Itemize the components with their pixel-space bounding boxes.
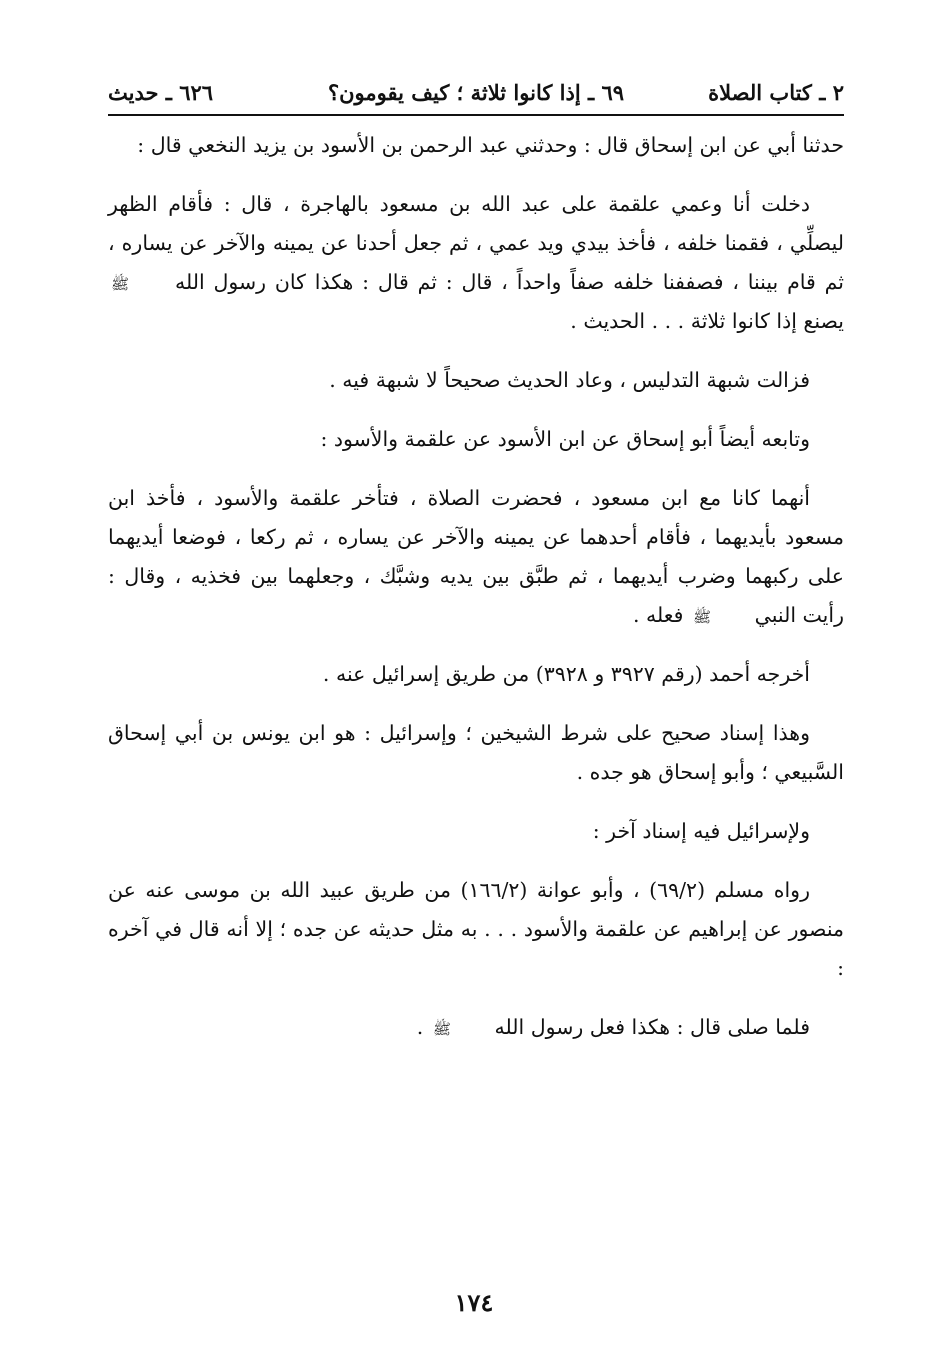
header-rule — [108, 114, 844, 116]
header-book-title: ٢ ـ كتاب الصلاة — [708, 80, 844, 105]
paragraph-hadith-text — [108, 479, 844, 635]
paragraph-text: وتابعه أيضاً أبو إسحاق عن ابن الأسود عن علقمة والأسود : — [320, 427, 810, 451]
paragraph-text: رواه مسلم (٦٩/٢) ، وأبو عوانة (١٦٦/٢) من طريق عبيد الله بن موسى عنه عن منصور عن إبراهيم عن علقمة والأسود . . . به مثل حديثه عن جده ؛ إلا أنه قال في آخره : — [108, 878, 844, 980]
header-chapter-title: ٦٩ ـ إذا كانوا ثلاثة ؛ كيف يقومون؟ — [327, 80, 625, 105]
paragraph-takhrij — [108, 871, 844, 988]
paragraph-hadith-text — [108, 1008, 844, 1047]
paragraph-text: حدثنا أبي عن ابن إسحاق قال : وحدثني عبد الرحمن بن الأسود بن يزيد النخعي قال : — [137, 133, 844, 157]
main-text — [108, 126, 844, 1067]
paragraph-commentary — [108, 420, 844, 459]
running-header — [108, 72, 844, 112]
page-number: ١٧٤ — [454, 1288, 494, 1317]
pbuh-honorific-icon: ﷺ — [692, 607, 712, 626]
paragraph-text: فزالت شبهة التدليس ، وعاد الحديث صحيحاً لا شبهة فيه . — [329, 368, 810, 392]
paragraph-text: فلما صلى قال : هكذا فعل رسول الله — [494, 1015, 810, 1039]
pbuh-honorific-icon: ﷺ — [111, 274, 130, 293]
paragraph-commentary — [108, 361, 844, 400]
paragraph-text-continued: فعله . — [632, 603, 684, 627]
paragraph-text: ولإسرائيل فيه إسناد آخر : — [592, 819, 810, 843]
paragraph-text-continued: . — [416, 1015, 424, 1039]
paragraph-isnad — [108, 126, 844, 165]
paragraph-text: وهذا إسناد صحيح على شرط الشيخين ؛ وإسرائيل : هو ابن يونس بن أبي إسحاق السَّبيعي ؛ وأبو إسحاق هو جده . — [108, 721, 844, 784]
header-hadith-number: ٦٢٦ ـ حديث — [108, 80, 214, 105]
paragraph-takhrij — [108, 655, 844, 694]
paragraph-text: دخلت أنا وعمي علقمة على عبد الله بن مسعود بالهاجرة ، قال : فأقام الظهر ليصلِّي ، فقمنا خلفه ، فأخذ بيدي ويد عمي ، ثم جعل أحدنا عن يمينه والآخر عن يساره ، ثم قام بيننا ، فصففنا خلفه صفاً واحداً ، قال : ثم قال : هكذا كان رسول الله — [108, 192, 844, 294]
paragraph-text-continued: يصنع إذا كانوا ثلاثة . . . الحديث . — [570, 309, 844, 333]
paragraph-commentary — [108, 812, 844, 851]
paragraph-text: أنهما كانا مع ابن مسعود ، فحضرت الصلاة ، فتأخر علقمة والأسود ، فأخذ ابن مسعود بأيديهما ، فأقام أحدهما عن يمينه والآخر عن يساره ، ثم ركعا ، فوضعا أيديهما على ركبهما وضرب أيديهما ، ثم طبَّق بين يديه وشبَّك ، وجعلهما بين فخذيه ، وقال : رأيت النبي — [108, 486, 844, 627]
paragraph-commentary — [108, 714, 844, 792]
pbuh-honorific-icon: ﷺ — [432, 1019, 451, 1038]
paragraph-hadith-text — [108, 185, 844, 341]
paragraph-text: أخرجه أحمد (رقم ٣٩٢٧ و ٣٩٢٨) من طريق إسرائيل عنه . — [322, 662, 810, 686]
